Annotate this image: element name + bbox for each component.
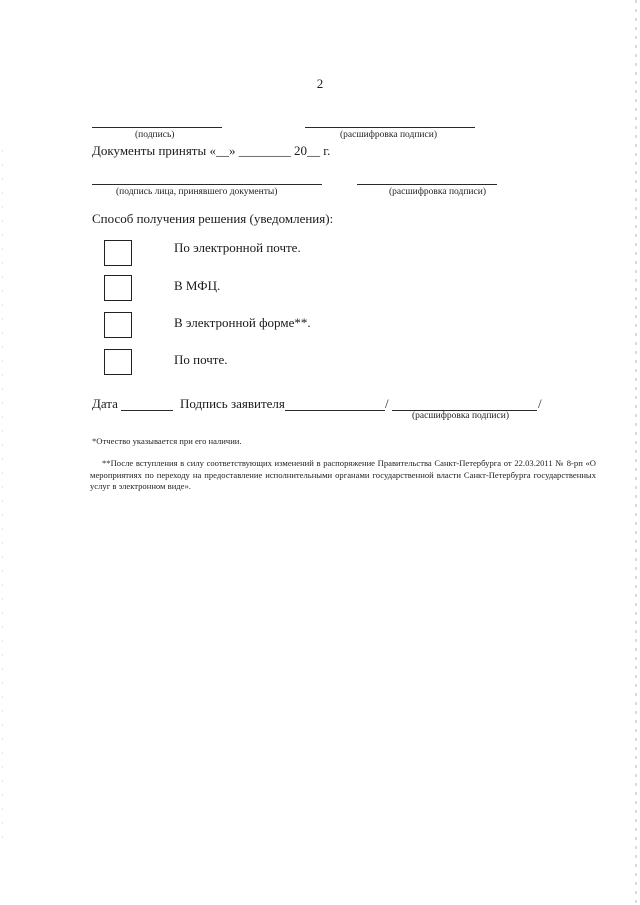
footnote-patronymic: *Отчество указывается при его наличии. <box>92 436 242 446</box>
applicant-decoding-caption: (расшифровка подписи) <box>412 411 509 421</box>
footnote-electronic-form: **После вступления в силу соответствующих изменений в распоряжение Правительства Санкт-Петербурга от 22.03.2011 № 8-рп «О мероприятиях по переходу на предоставление исполнительными органами государственной власти Санкт-Петербурга государственных услуг в электронном виде». <box>90 458 596 491</box>
accepted-day-blank[interactable]: __ <box>215 143 229 158</box>
delivery-option-electronic-label: В электронной форме**. <box>174 315 311 330</box>
signature-line-2[interactable] <box>92 184 322 185</box>
page-number: 2 <box>316 76 324 91</box>
delivery-option-email-checkbox[interactable] <box>104 240 132 266</box>
documents-accepted-mid: » ________ 20 <box>228 143 307 158</box>
delivery-option-mfc-label: В МФЦ. <box>174 278 221 293</box>
documents-accepted-line <box>92 143 330 159</box>
signature-caption-1: (подпись) <box>135 130 175 140</box>
applicant-signature-label: Подпись заявителя <box>180 396 285 411</box>
delivery-option-electronic-checkbox[interactable] <box>104 312 132 338</box>
accepted-year-blank[interactable]: __ <box>306 143 320 158</box>
decoding-caption-2: (расшифровка подписи) <box>389 187 486 197</box>
slash-separator-2: / <box>538 396 542 411</box>
scan-edge-artifact <box>635 0 637 905</box>
decoding-line-1[interactable] <box>305 127 475 128</box>
delivery-option-post-checkbox[interactable] <box>104 349 132 375</box>
documents-accepted-suffix: г. <box>319 143 331 158</box>
scan-edge-artifact-left <box>2 150 3 850</box>
delivery-option-mfc-checkbox[interactable] <box>104 275 132 301</box>
decoding-line-2[interactable] <box>357 184 497 185</box>
date-label: Дата <box>92 396 118 411</box>
documents-accepted-prefix: Документы приняты « <box>92 143 216 158</box>
signature-line-1[interactable] <box>92 127 222 128</box>
delivery-option-post-label: По почте. <box>174 352 228 367</box>
slash-separator-1: / <box>385 396 389 411</box>
decoding-caption-1: (расшифровка подписи) <box>340 130 437 140</box>
delivery-heading: Способ получения решения (уведомления): <box>92 211 334 226</box>
signature-caption-2: (подпись лица, принявшего документы) <box>116 187 278 197</box>
delivery-option-email-label: По электронной почте. <box>174 240 301 255</box>
date-input-line[interactable] <box>121 410 173 411</box>
applicant-signature-line[interactable] <box>285 410 385 411</box>
